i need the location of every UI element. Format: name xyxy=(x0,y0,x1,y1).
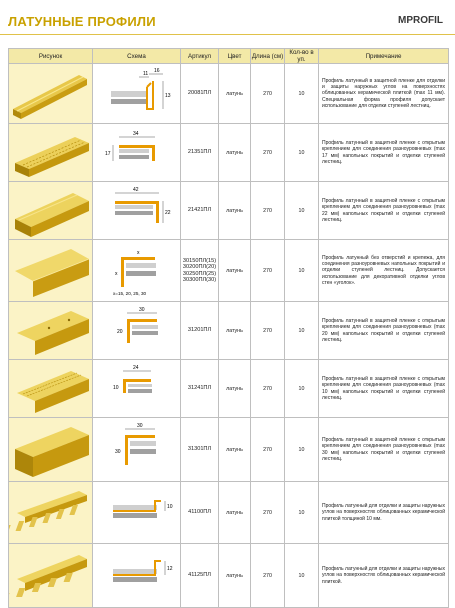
color-cell: латунь xyxy=(219,544,251,608)
product-image xyxy=(9,64,93,124)
qty-cell: 10 xyxy=(285,418,319,482)
header-divider xyxy=(0,34,455,35)
dim-label: 10 xyxy=(167,503,173,510)
article-cell: 21351ПЛ xyxy=(181,124,219,182)
color-cell: латунь xyxy=(219,418,251,482)
product-image xyxy=(9,302,93,360)
dim-label: 24 xyxy=(133,364,139,371)
dim-label: 20 xyxy=(117,328,123,335)
article-cell xyxy=(181,240,219,302)
qty-cell: 10 xyxy=(285,360,319,418)
article-cell: 41125ПЛ xyxy=(181,544,219,608)
article-cell: 41100ПЛ xyxy=(181,482,219,544)
profile-photo-stair-nosing-wide xyxy=(9,183,93,239)
column-header: Примечание xyxy=(319,49,449,64)
dim-label: 11 xyxy=(143,70,149,77)
profile-photo-angle xyxy=(9,241,93,301)
profile-schema xyxy=(93,544,181,608)
qty-cell: 10 xyxy=(285,64,319,124)
profile-schema xyxy=(93,360,181,418)
qty-cell: 10 xyxy=(285,182,319,240)
column-header: Схема xyxy=(93,49,181,64)
product-image xyxy=(9,418,93,482)
qty-cell: 10 xyxy=(285,482,319,544)
note-cell: Профиль латунный в защитной пленке с открытым креплением для соединения разноуровневых (max 10 мм) напольных покрытий и отделки ступеней лестниц. xyxy=(319,360,449,418)
article-cell: 31201ПЛ xyxy=(181,302,219,360)
profile-photo-angle-holes xyxy=(9,303,93,359)
qty-cell: 10 xyxy=(285,240,319,302)
note-cell: Профиль латунный для отделки и защиты наружных углов на поверхностях облицованных керамической плиткой толщиной 10 мм. xyxy=(319,482,449,544)
article-line: 30300ПЛ(30) xyxy=(182,277,217,283)
product-image xyxy=(9,544,93,608)
length-cell: 270 xyxy=(251,64,285,124)
dim-label: 22 xyxy=(165,209,171,216)
dim-label: 30 xyxy=(139,306,145,313)
table-header-row xyxy=(9,49,449,64)
length-cell: 270 xyxy=(251,418,285,482)
article-cell: 31241ПЛ xyxy=(181,360,219,418)
profile-photo-stair-nosing xyxy=(9,125,93,181)
schema-drawing xyxy=(93,361,181,417)
schema-drawing xyxy=(93,65,181,123)
profile-schema xyxy=(93,482,181,544)
qty-cell: 10 xyxy=(285,544,319,608)
profile-schema xyxy=(93,240,181,302)
column-header: Артикул xyxy=(181,49,219,64)
brand-name: MPROFIL xyxy=(398,15,443,26)
dim-label: 12 xyxy=(167,565,173,572)
profile-schema xyxy=(93,418,181,482)
length-cell: 270 xyxy=(251,240,285,302)
page-title: ЛАТУННЫЕ ПРОФИЛИ xyxy=(8,14,156,29)
product-table xyxy=(8,48,449,608)
profile-photo-perforated-trim xyxy=(9,483,93,543)
article-cell: 20081ПЛ xyxy=(181,64,219,124)
profile-schema xyxy=(93,302,181,360)
column-header: Цвет xyxy=(219,49,251,64)
color-cell: латунь xyxy=(219,302,251,360)
schema-drawing xyxy=(93,483,181,543)
note-cell: Профиль латунный в защитной пленке с открытым креплением для соединения разноуровневых (max 22 мм) напольных покрытий и отделки ступеней лестниц. xyxy=(319,182,449,240)
table-row xyxy=(9,418,449,482)
table-row xyxy=(9,544,449,608)
column-header: Длина (см) xyxy=(251,49,285,64)
dim-label: 17 xyxy=(105,150,111,157)
article-line: 30150ПЛ(15) xyxy=(182,257,217,264)
dim-label: x xyxy=(137,249,140,256)
profile-schema xyxy=(93,182,181,240)
article-line: 30250ПЛ(25) xyxy=(182,270,217,277)
length-cell: 270 xyxy=(251,360,285,418)
length-cell: 270 xyxy=(251,482,285,544)
dim-label: 30 xyxy=(115,448,121,455)
schema-drawing xyxy=(93,419,181,481)
column-header: Рисунок xyxy=(9,49,93,64)
dim-label: 42 xyxy=(133,186,139,193)
article-cell: 31301ПЛ xyxy=(181,418,219,482)
table-row xyxy=(9,124,449,182)
color-cell: латунь xyxy=(219,482,251,544)
table-row xyxy=(9,64,449,124)
note-cell: Профиль латунный в защитной пленке с открытым креплением для соединения разноуровневых (max 17 мм) напольных покрытий и отделки ступеней лестниц. xyxy=(319,124,449,182)
product-image xyxy=(9,482,93,544)
table-row xyxy=(9,302,449,360)
length-cell: 270 xyxy=(251,124,285,182)
color-cell: латунь xyxy=(219,240,251,302)
product-image xyxy=(9,124,93,182)
dim-label: 16 xyxy=(154,67,160,74)
article-line: 30200ПЛ(20) xyxy=(182,264,217,270)
table-row xyxy=(9,482,449,544)
schema-drawing xyxy=(93,303,181,359)
note-cell: Профиль латунный в защитной пленке с открытым креплением для соединения разноуровневых (max 20 мм) напольных покрытий и отделки ступеней лестниц. xyxy=(319,302,449,360)
color-cell: латунь xyxy=(219,124,251,182)
note-cell: Профиль латунный для отделки и защиты наружных углов на поверхностях облицованных керамической плиткой. xyxy=(319,544,449,608)
article-cell: 21421ПЛ xyxy=(181,182,219,240)
table-row xyxy=(9,360,449,418)
note-cell: Профиль латунный в защитной пленке с открытым креплением для соединения разноуровневых (max 30 мм) напольных покрытий и отделки ступеней лестниц. xyxy=(319,418,449,482)
schema-drawing xyxy=(93,545,181,607)
schema-drawing xyxy=(93,183,181,239)
product-image xyxy=(9,240,93,302)
note-cell: Профиль латунный без отверстий и крепежа, для соединения разноуровневых напольных покрытий и отделки ступеней лестниц. Допускается использование для декоративной отделки углов стен «уголок». xyxy=(319,240,449,302)
qty-cell: 10 xyxy=(285,302,319,360)
dim-label: 10 xyxy=(113,384,119,391)
dim-label: x xyxy=(115,270,118,277)
product-image xyxy=(9,360,93,418)
dim-label: x=15, 20, 25, 30 xyxy=(113,290,147,296)
dim-label: 13 xyxy=(165,92,171,99)
profile-photo-angle-grooved xyxy=(9,361,93,417)
color-cell: латунь xyxy=(219,64,251,124)
schema-drawing xyxy=(93,241,181,301)
table-row xyxy=(9,182,449,240)
color-cell: латунь xyxy=(219,182,251,240)
profile-photo-tile-trim xyxy=(9,65,93,123)
schema-drawing xyxy=(93,125,181,181)
note-cell: Профиль латунный в защитной пленке для отделки и защиты наружных углов на поверхностях облицованных керамической плиткой (max 11 мм). Специальная форма профиля допускает использование для отделки ступеней лестниц. xyxy=(319,64,449,124)
profile-photo-perforated-trim-tall xyxy=(9,545,93,607)
profile-schema xyxy=(93,124,181,182)
profile-schema xyxy=(93,64,181,124)
product-image xyxy=(9,182,93,240)
color-cell: латунь xyxy=(219,360,251,418)
table-row xyxy=(9,240,449,302)
length-cell: 270 xyxy=(251,544,285,608)
profile-photo-angle-large xyxy=(9,419,93,481)
column-header: Кол-во в уп. xyxy=(285,49,319,64)
length-cell: 270 xyxy=(251,182,285,240)
length-cell: 270 xyxy=(251,302,285,360)
page-header xyxy=(0,0,455,42)
qty-cell: 10 xyxy=(285,124,319,182)
dim-label: 30 xyxy=(137,422,143,429)
dim-label: 34 xyxy=(133,130,139,137)
